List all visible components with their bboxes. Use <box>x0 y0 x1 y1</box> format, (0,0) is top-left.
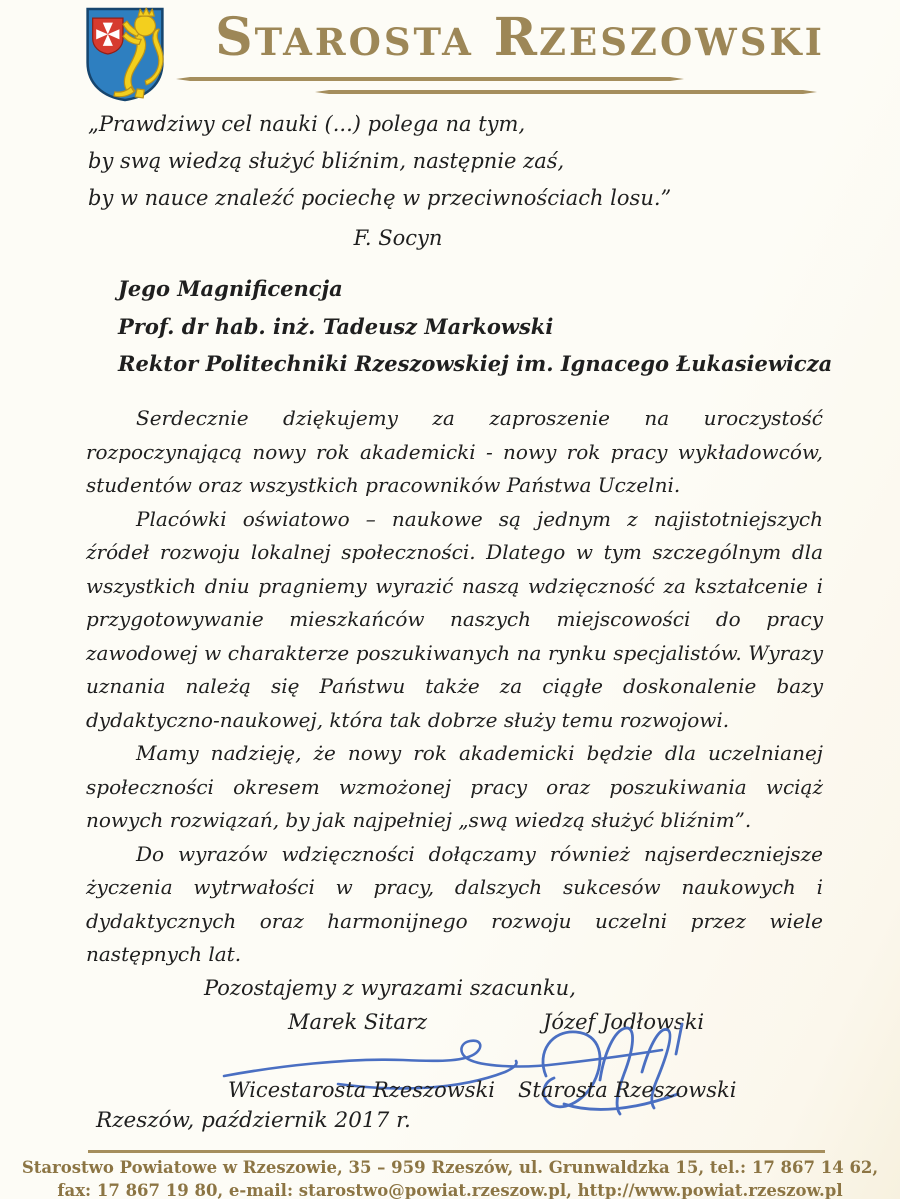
title-word: ZESZOWSKI <box>539 20 825 64</box>
signatory-title-vicestarosta: Wicestarosta Rzeszowski <box>228 1078 495 1102</box>
motto-quote <box>88 106 708 257</box>
quote-line: by w nauce znaleźć pociechę w przeciwnościach losu.” <box>88 186 672 210</box>
coat-of-arms-icon <box>84 6 166 102</box>
quote-attribution: F. Socyn <box>353 226 443 250</box>
footer-line-contacts: fax: 17 867 19 80, e-mail: starostwo@powiat.rzeszow.pl, http://www.powiat.rzeszow.pl <box>57 1180 843 1199</box>
body-paragraph: Do wyrazów wdzięczności dołączamy również najserdeczniejsze życzenia wytrwałości w pracy, dalszych sukcesów naukowych i dydaktycznych oraz harmonijnego rozwoju uczelni przez wiele następnych lat. <box>86 841 823 966</box>
addressee-line: Rektor Politechniki Rzeszowskiej im. Ignacego Łukasiewicza <box>118 351 833 376</box>
footer-line-address: Starostwo Powiatowe w Rzeszowie, 35 – 959 Rzeszów, ul. Grunwaldzka 15, tel.: 17 867 14 62, <box>21 1158 879 1177</box>
signatory-name-starosta: Józef Jodłowski <box>543 1010 705 1034</box>
body-paragraph: Mamy nadzieję, że nowy rok akademicki będzie dla uczelnianej społeczności okresem wzmożonej pracy oraz poszukiwania wciąż nowych rozwiązań, by jak najpełniej „swą wiedzą służyć bliźnim”. <box>86 741 823 832</box>
signatory-name-vicestarosta: Marek Sitarz <box>288 1010 428 1034</box>
quote-line: „Prawdziwy cel nauki (...) polega na tym, <box>88 112 526 136</box>
title-initial: S <box>215 7 255 68</box>
letter-body <box>86 402 823 972</box>
body-paragraph: Placówki oświatowo – naukowe są jednym z najistotniejszych źródeł rozwoju lokalnej społeczności. Dlatego w tym szczególnym dla wszystkich dniu pragniemy wyrazić naszą wdzięczność za kształcenie i przygotowywanie mieszkańców naszych miejscowości do pracy zawodowej w charakterze poszukiwanych na rynku specjalistów. Wyrazy uznania należą się Państwu także za ciągłe doskonalenie bazy dydaktyczno-naukowej, która tak dobrze służy temu rozwojowi. <box>86 506 823 732</box>
quote-line: by swą wiedzą służyć bliźnim, następnie zaś, <box>88 149 565 173</box>
footer-contact-info <box>0 1157 900 1199</box>
footer-rule <box>88 1150 825 1153</box>
body-paragraph: Serdecznie dziękujemy za zaproszenie na uroczystość rozpoczynającą nowy rok akademicki - nowy rok pracy wykładowców, studentów oraz wszystkich pracowników Państwa Uczelni. <box>86 406 823 497</box>
header-rule-bottom <box>315 90 817 94</box>
title-word: TAROSTA <box>254 20 474 64</box>
header-rule-top <box>176 77 684 81</box>
title-initial: R <box>493 7 539 68</box>
addressee-block <box>118 270 832 383</box>
addressee-line: Jego Magnificencja <box>118 276 343 301</box>
closing-salutation: Pozostajemy z wyrazami szacunku, <box>204 976 576 1000</box>
signatory-title-starosta: Starosta Rzeszowski <box>518 1078 737 1102</box>
addressee-line: Prof. dr hab. inż. Tadeusz Markowski <box>118 313 554 339</box>
letterhead-title <box>180 7 860 68</box>
place-and-date: Rzeszów, październik 2017 r. <box>96 1108 411 1133</box>
